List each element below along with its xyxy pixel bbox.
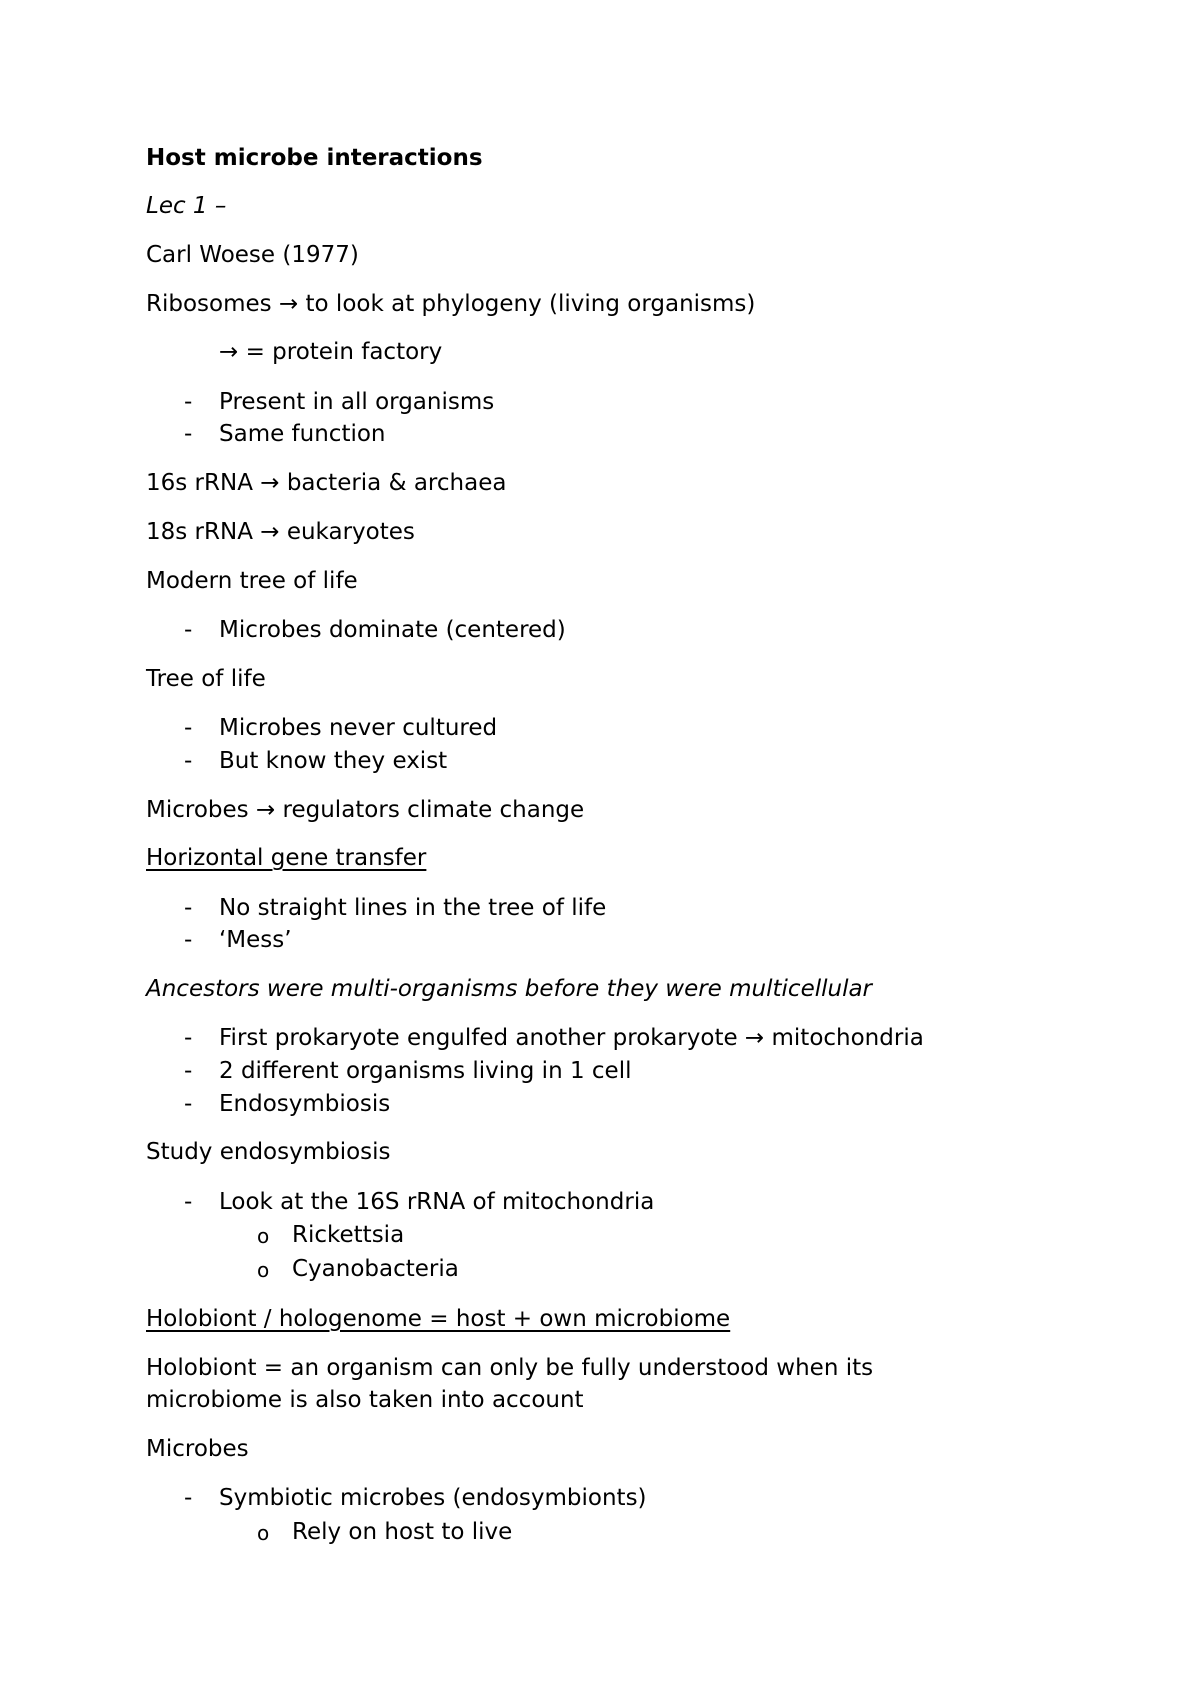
dash-marker: -: [184, 1058, 193, 1084]
line-ribosomes: Ribosomes → to look at phylogeny (living organisms): [146, 291, 756, 317]
line-microbes-climate: Microbes → regulators climate change: [146, 797, 585, 823]
dash-marker: -: [184, 895, 193, 921]
bullet-text: First prokaryote engulfed another prokaryote → mitochondria: [219, 1025, 924, 1051]
dash-marker: -: [184, 1025, 193, 1051]
line-holobiont-definition-2: microbiome is also taken into account: [146, 1387, 584, 1413]
circle-marker: o: [257, 1521, 270, 1545]
dash-marker: -: [184, 1485, 193, 1511]
dash-marker: -: [184, 1091, 193, 1117]
dash-marker: -: [184, 1189, 193, 1215]
sub-bullet-text: Rely on host to live: [292, 1519, 513, 1545]
line-tree-of-life: Tree of life: [146, 666, 266, 692]
bullet-text: But know they exist: [219, 748, 448, 774]
sub-bullet-text: Rickettsia: [292, 1222, 405, 1248]
line-18s-rrna: 18s rRNA → eukaryotes: [146, 519, 415, 545]
line-microbes: Microbes: [146, 1436, 249, 1462]
bullet-text: Look at the 16S rRNA of mitochondria: [219, 1189, 655, 1215]
dash-marker: -: [184, 715, 193, 741]
dash-marker: -: [184, 421, 193, 447]
bullet-text: Present in all organisms: [219, 389, 495, 415]
line-16s-rrna: 16s rRNA → bacteria & archaea: [146, 470, 507, 496]
bullet-text: 2 different organisms living in 1 cell: [219, 1058, 632, 1084]
line-protein-factory: → = protein factory: [219, 339, 443, 365]
lecture-label: Lec 1 –: [146, 193, 227, 219]
heading-holobiont: Holobiont / hologenome = host + own microbiome: [146, 1306, 731, 1332]
line-holobiont-definition-1: Holobiont = an organism can only be fully understood when its: [146, 1355, 874, 1381]
bullet-text: Microbes never cultured: [219, 715, 498, 741]
bullet-text: Endosymbiosis: [219, 1091, 391, 1117]
dash-marker: -: [184, 389, 193, 415]
heading-horizontal-gene-transfer: Horizontal gene transfer: [146, 845, 427, 871]
bullet-text: Microbes dominate (centered): [219, 617, 566, 643]
bullet-text: ‘Mess’: [219, 927, 292, 953]
line-modern-tree: Modern tree of life: [146, 568, 358, 594]
circle-marker: o: [257, 1258, 270, 1282]
circle-marker: o: [257, 1224, 270, 1248]
sub-bullet-text: Cyanobacteria: [292, 1256, 459, 1282]
bullet-text: Symbiotic microbes (endosymbionts): [219, 1485, 647, 1511]
dash-marker: -: [184, 927, 193, 953]
document-title: Host microbe interactions: [146, 145, 483, 171]
line-ancestors: Ancestors were multi-organisms before they were multicellular: [146, 976, 873, 1002]
dash-marker: -: [184, 748, 193, 774]
dash-marker: -: [184, 617, 193, 643]
bullet-text: No straight lines in the tree of life: [219, 895, 607, 921]
line-study-endosymbiosis: Study endosymbiosis: [146, 1139, 391, 1165]
line-carl-woese: Carl Woese (1977): [146, 242, 359, 268]
bullet-text: Same function: [219, 421, 386, 447]
